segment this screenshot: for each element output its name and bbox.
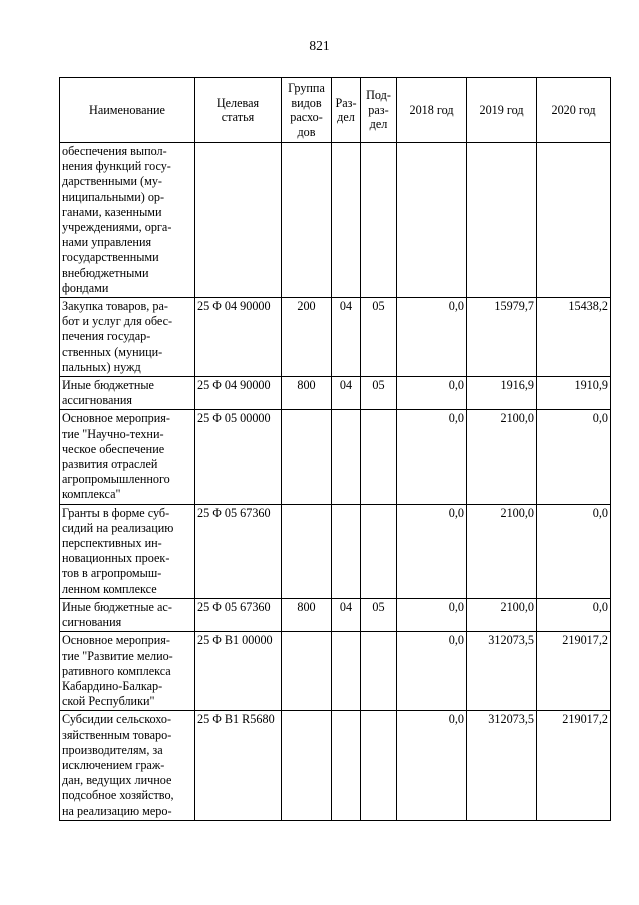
cell-2018: 0,0 (397, 377, 467, 410)
cell-2018: 0,0 (397, 504, 467, 598)
cell-target-article: 25 Ф 05 00000 (195, 410, 282, 504)
table-row (60, 598, 611, 631)
cell-subsection: 05 (361, 298, 397, 377)
cell-name: Основное мероприя- тие "Научно-техни- ческое обеспечение развития отраслей агропромышленного комплекса" (60, 410, 195, 504)
cell-2020 (537, 143, 611, 298)
cell-2019: 2100,0 (467, 504, 537, 598)
cell-2020: 0,0 (537, 598, 611, 631)
cell-section (332, 504, 361, 598)
table-row (60, 377, 611, 410)
cell-2020: 1910,9 (537, 377, 611, 410)
cell-target-article: 25 Ф 05 67360 (195, 504, 282, 598)
cell-section (332, 711, 361, 820)
cell-expense-group: 800 (282, 598, 332, 631)
table-row (60, 632, 611, 711)
cell-subsection (361, 504, 397, 598)
table-row (60, 298, 611, 377)
cell-2018: 0,0 (397, 598, 467, 631)
cell-2019: 2100,0 (467, 410, 537, 504)
cell-target-article: 25 Ф 04 90000 (195, 377, 282, 410)
header-expense-group: Группа видов расхо- дов (282, 78, 332, 143)
header-subsection: Под- раз- дел (361, 78, 397, 143)
cell-2019: 312073,5 (467, 711, 537, 820)
cell-name: Закупка товаров, ра- бот и услуг для обес- печения государ- ственных (муници- пальных) нужд (60, 298, 195, 377)
header-2020: 2020 год (537, 78, 611, 143)
cell-name: Иные бюджетные ассигнования (60, 377, 195, 410)
header-2019: 2019 год (467, 78, 537, 143)
cell-section: 04 (332, 598, 361, 631)
cell-subsection (361, 632, 397, 711)
cell-name: Иные бюджетные ас- сигнования (60, 598, 195, 631)
cell-2018: 0,0 (397, 410, 467, 504)
cell-2018: 0,0 (397, 298, 467, 377)
cell-name: Субсидии сельскохо- зяйственным товаро- производителям, за исключением граж- дан, ведущих личное подсобное хозяйство, на реализацию меро- (60, 711, 195, 820)
table-row (60, 711, 611, 820)
cell-expense-group (282, 410, 332, 504)
cell-subsection (361, 410, 397, 504)
cell-expense-group: 200 (282, 298, 332, 377)
table-row (60, 504, 611, 598)
page-number: 821 (309, 38, 330, 53)
cell-section (332, 632, 361, 711)
cell-2019: 1916,9 (467, 377, 537, 410)
cell-name: Гранты в форме суб- сидий на реализацию перспективных ин- новационных проек- тов в агропромыш- ленном комплексе (60, 504, 195, 598)
cell-2019 (467, 143, 537, 298)
cell-2019: 312073,5 (467, 632, 537, 711)
cell-expense-group: 800 (282, 377, 332, 410)
cell-subsection: 05 (361, 377, 397, 410)
header-target-article: Целевая статья (195, 78, 282, 143)
budget-table (59, 77, 611, 821)
cell-2018 (397, 143, 467, 298)
cell-target-article: 25 Ф 04 90000 (195, 298, 282, 377)
cell-subsection: 05 (361, 598, 397, 631)
cell-subsection (361, 711, 397, 820)
cell-expense-group (282, 504, 332, 598)
header-section: Раз- дел (332, 78, 361, 143)
cell-2020: 15438,2 (537, 298, 611, 377)
cell-2019: 15979,7 (467, 298, 537, 377)
cell-subsection (361, 143, 397, 298)
cell-2018: 0,0 (397, 711, 467, 820)
cell-expense-group (282, 711, 332, 820)
table-row (60, 410, 611, 504)
cell-target-article: 25 Ф В1 00000 (195, 632, 282, 711)
cell-section: 04 (332, 298, 361, 377)
cell-target-article: 25 Ф В1 R5680 (195, 711, 282, 820)
cell-section (332, 410, 361, 504)
header-name: Наименование (60, 78, 195, 143)
table-row (60, 143, 611, 298)
cell-target-article (195, 143, 282, 298)
cell-target-article: 25 Ф 05 67360 (195, 598, 282, 631)
cell-name: Основное мероприя- тие "Развитие мелио- ративного комплекса Кабардино-Балкар- ской Республики" (60, 632, 195, 711)
cell-2020: 219017,2 (537, 711, 611, 820)
cell-expense-group (282, 632, 332, 711)
cell-2019: 2100,0 (467, 598, 537, 631)
cell-2018: 0,0 (397, 632, 467, 711)
cell-name: обеспечения выпол- нения функций госу- дарственными (му- ниципальными) ор- ганами, казенными учреждениями, орга- нами управления государственными внебюджетными фондами (60, 143, 195, 298)
header-2018: 2018 год (397, 78, 467, 143)
cell-2020: 219017,2 (537, 632, 611, 711)
cell-section (332, 143, 361, 298)
table-header-row (60, 78, 611, 143)
cell-expense-group (282, 143, 332, 298)
cell-section: 04 (332, 377, 361, 410)
cell-2020: 0,0 (537, 410, 611, 504)
cell-2020: 0,0 (537, 504, 611, 598)
